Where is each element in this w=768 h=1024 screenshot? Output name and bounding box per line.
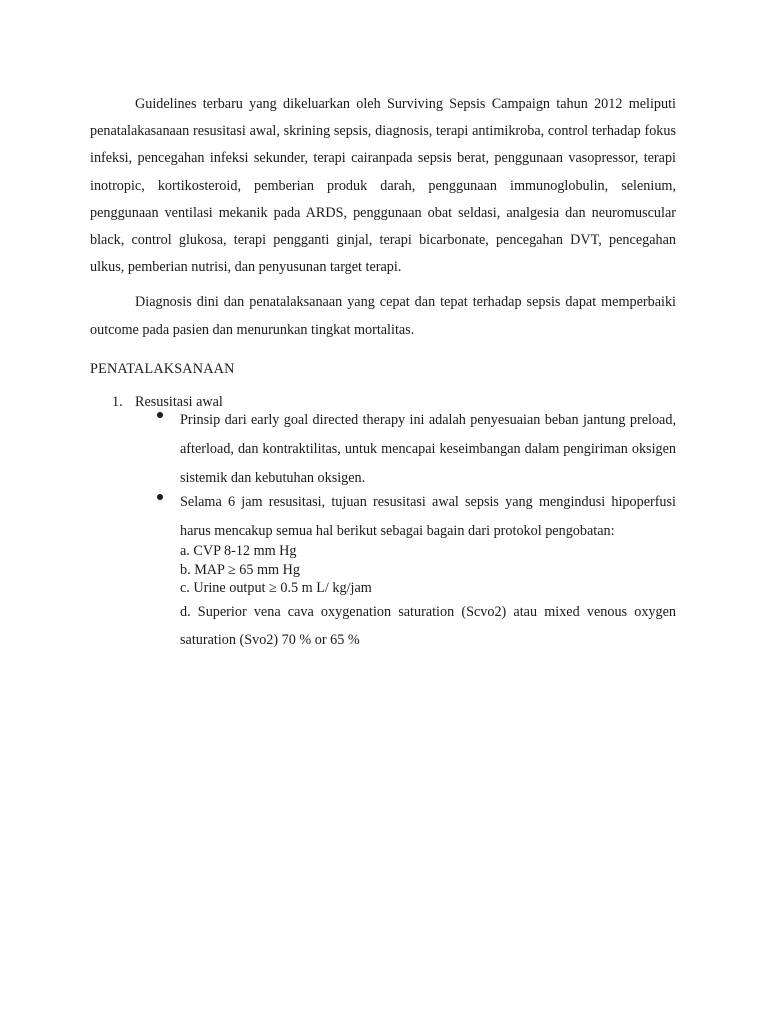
bullet-icon	[157, 412, 163, 418]
bullet-text: Selama 6 jam resusitasi, tujuan resusitasi awal sepsis yang mengindusi hipoperfusi harus mencakup semua hal berikut sebagai bagain dari protokol pengobatan:	[180, 494, 676, 540]
target-item-cvp: a. CVP 8-12 mm Hg	[180, 543, 297, 560]
bullet-icon	[157, 494, 163, 500]
section-heading: PENATALAKSANAAN	[90, 360, 235, 377]
bullet-text: Prinsip dari early goal directed therapy ini adalah penyesuaian beban jantung preload, afterload, dan kontraktilitas, untuk mencapai keseimbangan dalam pengiriman oksigen sistemik dan kebutuhan oksigen.	[180, 412, 676, 487]
target-list	[180, 542, 676, 654]
paragraph-diagnosis: Diagnosis dini dan penatalaksanaan yang cepat dan tepat terhadap sepsis dapat memperbaiki outcome pada pasien dan menurunkan tingkat mortalitas.	[90, 294, 676, 338]
target-item-map: b. MAP ≥ 65 mm Hg	[180, 561, 300, 578]
list-item-label: Resusitasi awal	[135, 394, 223, 411]
paragraph-guidelines: Guidelines terbaru yang dikeluarkan oleh Surviving Sepsis Campaign tahun 2012 meliputi penatalakasanaan resusitasi awal, skrining sepsis, diagnosis, terapi antimikroba, control terhadap fokus infeksi, pencegahan infeksi sekunder, terapi cairanpada sepsis berat, penggunaan vasopressor, terapi inotropic, kortikosteroid, pemberian produk darah, penggunaan immunoglobulin, selenium, penggunaan ventilasi mekanik pada ARDS, penggunaan obat seldasi, analgesia dan neuromuscular black, control glukosa, terapi pengganti ginjal, terapi bicarbonate, pencegahan DVT, pencegahan ulkus, pemberian nutrisi, dan penyusunan target terapi.	[90, 96, 676, 276]
list-item-resusitasi	[90, 393, 676, 654]
bullet-item-prinsip	[135, 406, 676, 493]
bullet-list	[135, 406, 676, 654]
target-item-urine: c. Urine output ≥ 0.5 m L/ kg/jam	[180, 580, 372, 597]
document-body	[90, 91, 676, 654]
target-item-scvo2: d. Superior vena cava oxygenation saturation (Scvo2) atau mixed venous oxygen saturation (Svo2) 70 % or 65 %	[180, 603, 676, 648]
list-number: 1.	[112, 394, 123, 411]
bullet-item-selama	[135, 488, 676, 654]
numbered-list	[90, 393, 676, 654]
